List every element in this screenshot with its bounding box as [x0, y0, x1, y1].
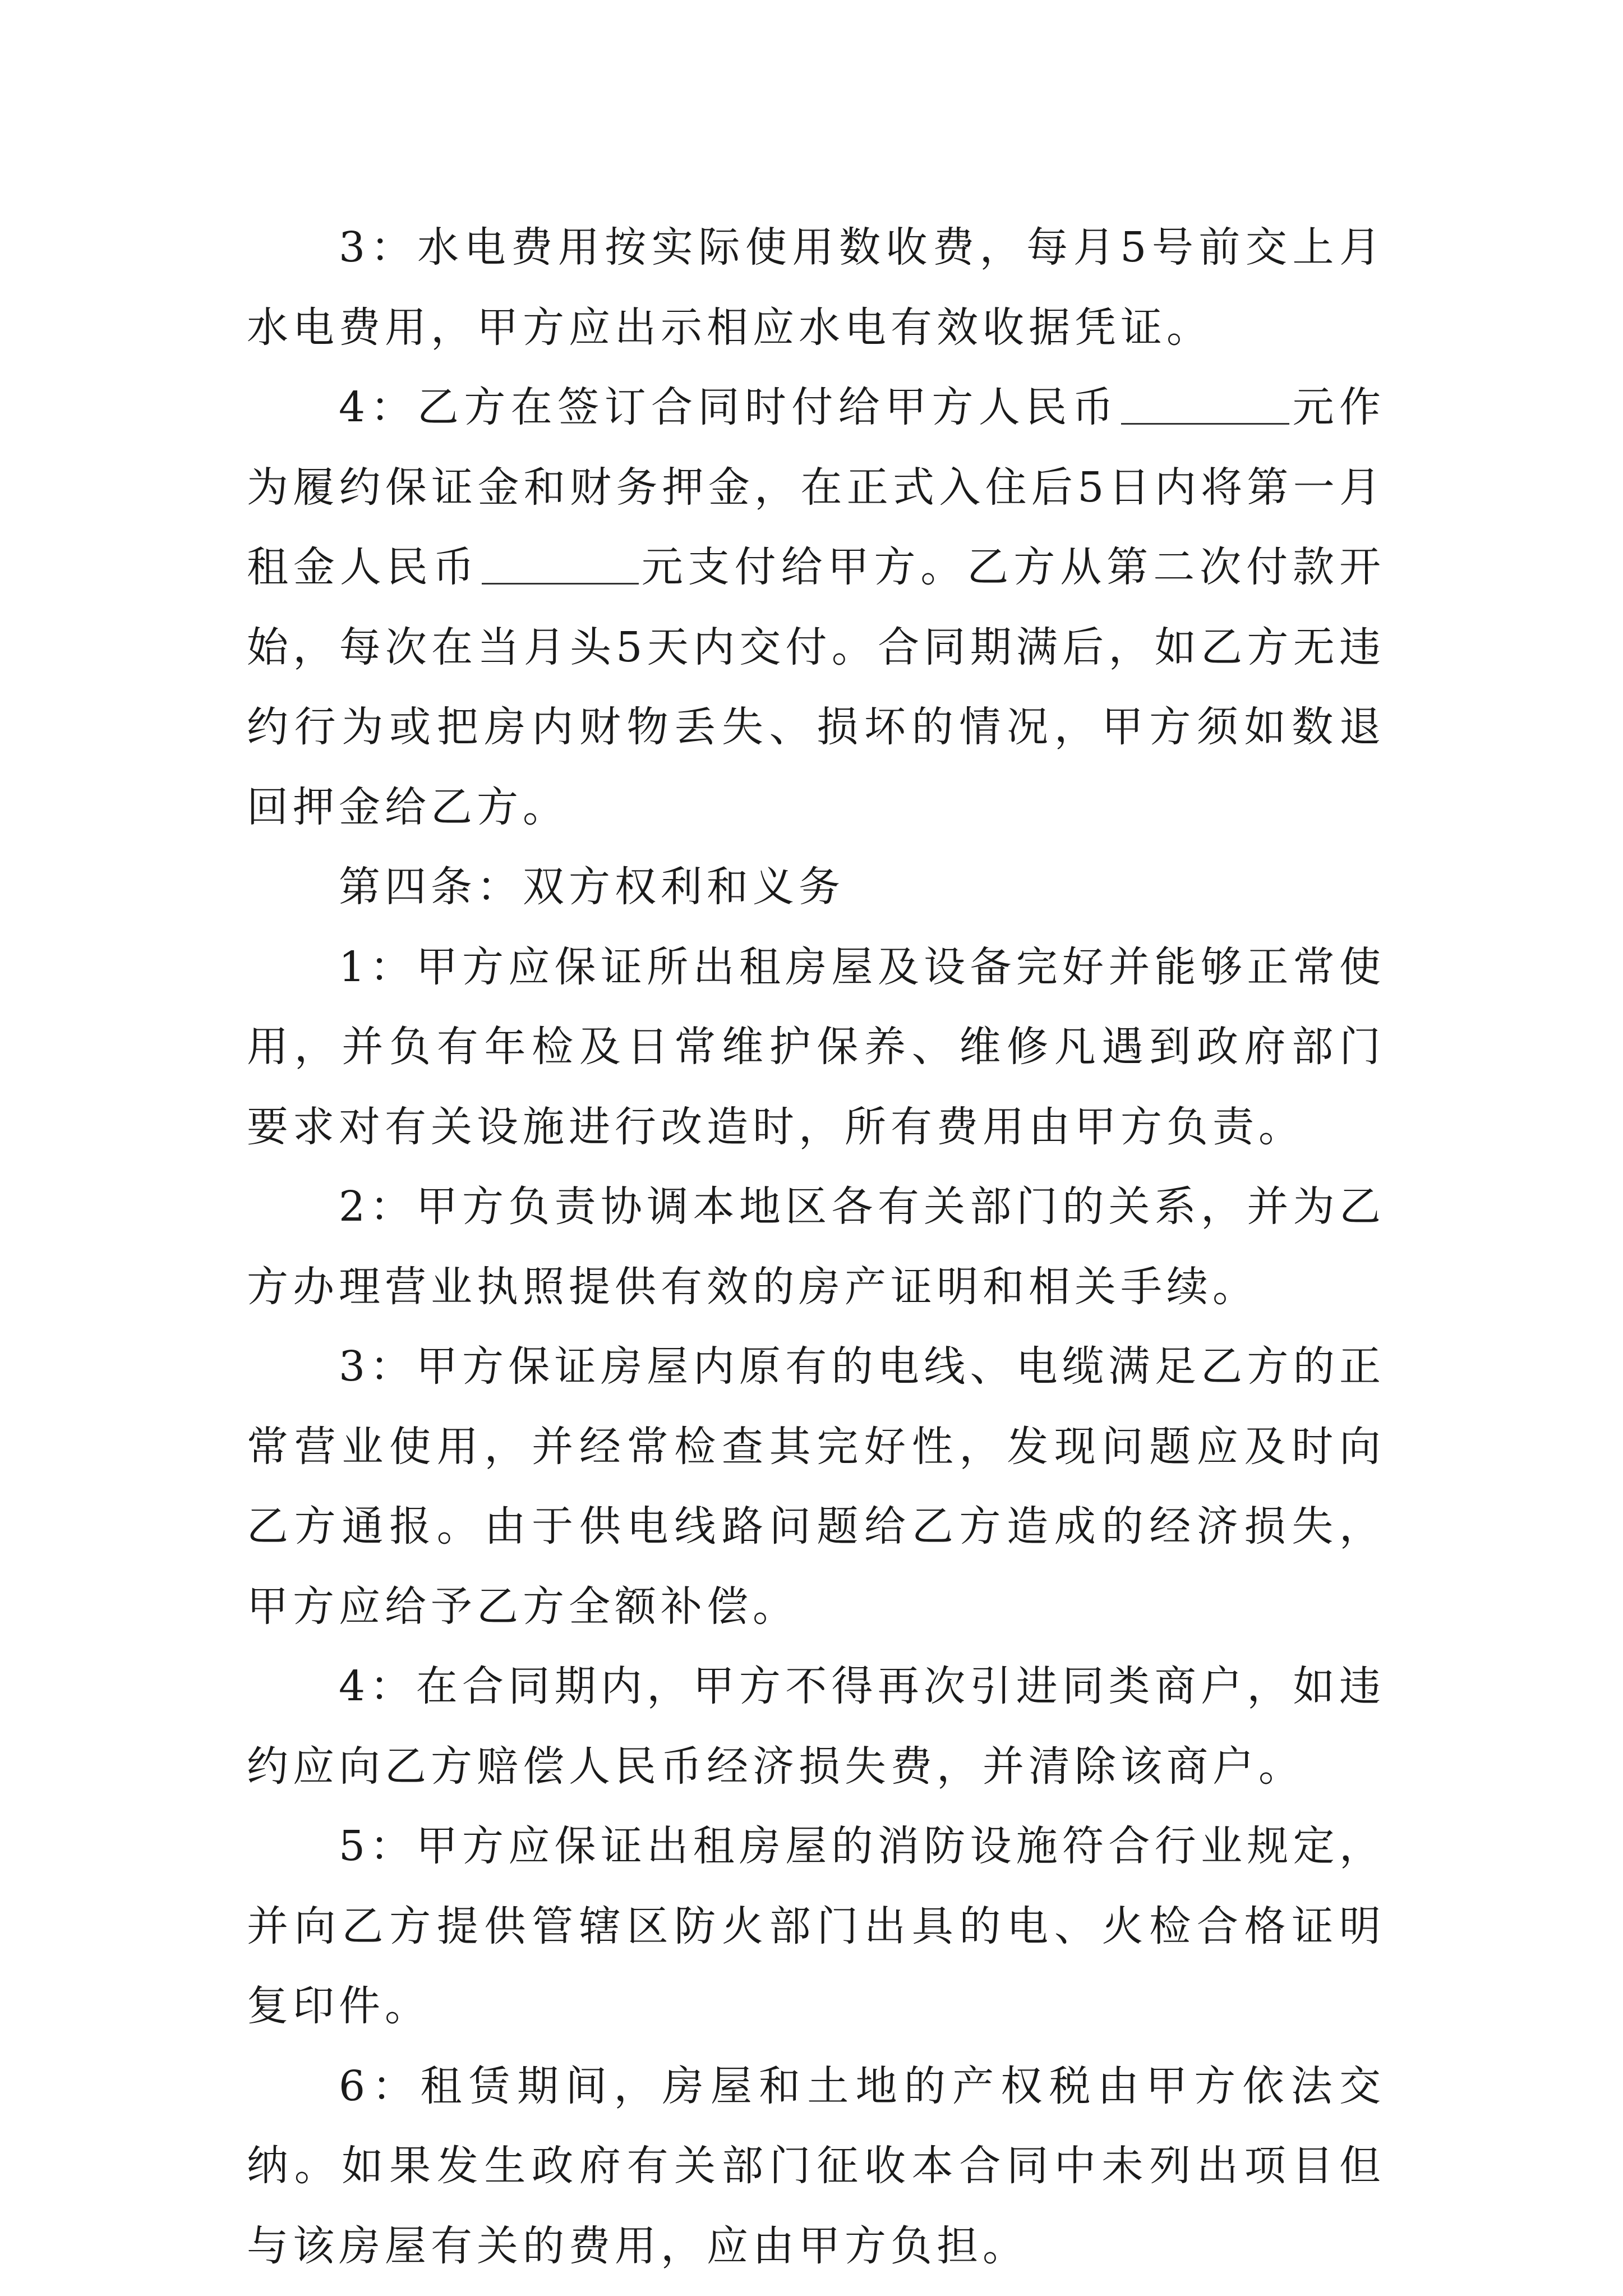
deposit-amount-blank: [1121, 381, 1289, 425]
clause-utilities: 3：水电费用按实际使用数收费，每月5号前交上月水电费用，甲方应出示相应水电有效收据凭证。: [247, 223, 1385, 352]
contract-body: [247, 208, 1385, 2286]
clause-rights-6: 6：租赁期间，房屋和土地的产权税由甲方依法交纳。如果发生政府有关部门征收本合同中未列出项目但与该房屋有关的费用，应由甲方负担。: [247, 2062, 1385, 2270]
section-heading-rights: 第四条：双方权利和义务: [339, 863, 845, 911]
clause-rights-5: 5：甲方应保证出租房屋的消防设施符合行业规定，并向乙方提供管辖区防火部门出具的电、火检合格证明复印件。: [247, 1822, 1385, 2030]
clause-rights-4: 4：在合同期内，甲方不得再次引进同类商户，如违约应向乙方赔偿人民币经济损失费，并清除该商户。: [247, 1662, 1385, 1791]
deposit-text-1: 4：乙方在签订合同时付给甲方人民币: [339, 383, 1119, 431]
clause-deposit: [247, 367, 1385, 847]
deposit-text-3: 元支付给甲方。乙方从第二次付款开始，每次在当月头5天内交付。合同期满后，如乙方无违约行为或把房内财物丢失、损坏的情况，甲方须如数退回押金给乙方。: [247, 543, 1386, 831]
first-rent-amount-blank: [482, 541, 639, 585]
clause-rights-3: 3：甲方保证房屋内原有的电线、电缆满足乙方的正常营业使用，并经常检查其完好性，发现问题应及时向乙方通报。由于供电线路问题给乙方造成的经济损失，甲方应给予乙方全额补偿。: [247, 1342, 1385, 1631]
clause-rights-1: 1：甲方应保证所出租房屋及设备完好并能够正常使用，并负有年检及日常维护保养、维修凡遇到政府部门要求对有关设施进行改造时，所有费用由甲方负责。: [247, 942, 1385, 1151]
clause-rights-2: 2：甲方负责协调本地区各有关部门的关系，并为乙方办理营业执照提供有效的房产证明和相关手续。: [247, 1182, 1385, 1311]
deposit-text-2: 元作为履约保证金和财务押金，在正式入住后5日内将第一月租金人民币: [247, 383, 1385, 591]
